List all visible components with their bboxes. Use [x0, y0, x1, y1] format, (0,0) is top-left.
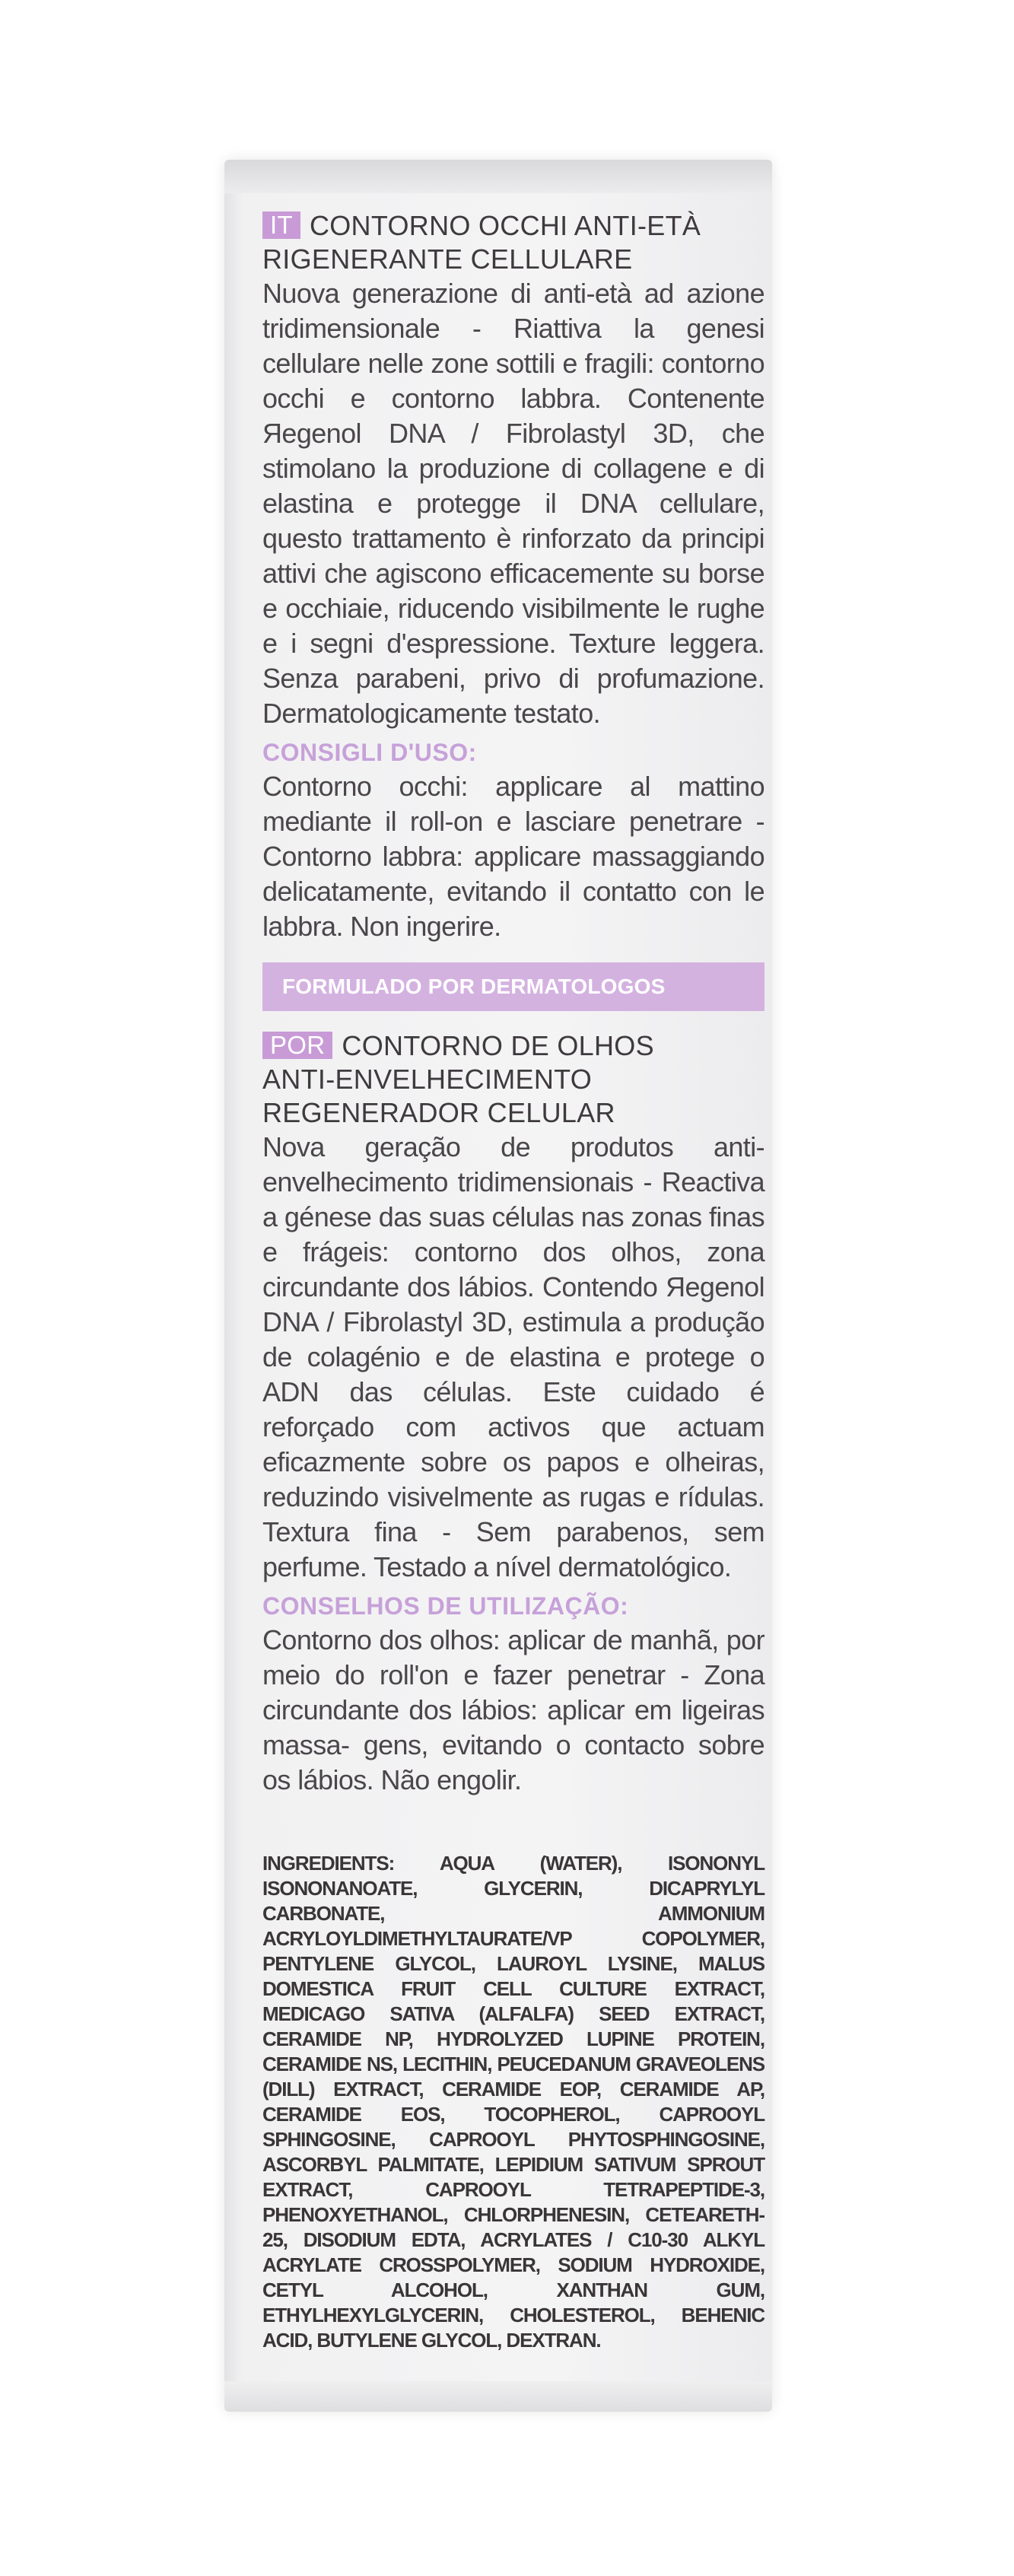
language-tag-por: POR [262, 1032, 332, 1059]
italian-title-line1: CONTORNO OCCHI ANTI-ETÀ [309, 210, 701, 241]
portuguese-section [262, 1029, 764, 1798]
italian-description: Nuova generazione di anti-età ad azione tridimensionale - Riattiva la genesi cellulare nelle zone sottili e fragili: contorno occhi e contorno labbra. Contenente Яegenol DNA / Fibrolastyl 3D, che stimolano la produzione di collagene e di elastina e protegge il DNA cellulare, questo trattamento è rinforzato da principi attivi che agiscono efficacemente su borse e occhiaie, riducendo visibilmente le rughe e i segni d'espressione. Texture leggera. Senza parabeni, privo di profumazione. Dermatologicamente testato. [262, 278, 764, 729]
language-tag-it: IT [262, 211, 300, 239]
italian-section [262, 209, 764, 944]
portuguese-title-line2: ANTI-ENVELHECIMENTO [262, 1064, 593, 1095]
portuguese-description: Nova geração de produtos anti-envelhecimento tridimensionais - Reactiva a génese das suas células nas zonas finas e frágeis: contorno dos olhos, zona circundante dos lábios. Contendo Яegenol DNA / Fibrolastyl 3D, estimula a produção de colagénio e de elastina e protege o ADN das células. Este cuidado é reforçado com activos que actuam eficazmente sobre os papos e olheiras, reduzindo visivelmente as rugas e rídulas. Textura fina - Sem parabenos, sem perfume. Testado a nível dermatológico. [262, 1131, 764, 1582]
box-label-content [262, 209, 764, 2353]
ingredients-list: INGREDIENTS: AQUA (WATER), ISONONYL ISONONANOATE, GLYCERIN, DICAPRYLYL CARBONATE, AMMONIUM ACRYLOYLDIMETHYLTAURATE/VP COPOLYMER, PENTYLENE GLYCOL, LAUROYL LYSINE, MALUS DOMESTICA FRUIT CELL CULTURE EXTRACT, MEDICAGO SATIVA (ALFALFA) SEED EXTRACT, CERAMIDE NP, HYDROLYZED LUPINE PROTEIN, CERAMIDE NS, LECITHIN, PEUCEDANUM GRAVEOLENS (DILL) EXTRACT, CERAMIDE EOP, CERAMIDE AP, CERAMIDE EOS, TOCOPHEROL, CAPROOYL SPHINGOSINE, CAPROOYL PHYTOSPHINGOSINE, ASCORBYL PALMITATE, LEPIDIUM SATIVUM SPROUT EXTRACT, CAPROOYL TETRAPEPTIDE-3, PHENOXYETHANOL, CHLORPHENESIN, CETEARETH-25, DISODIUM EDTA, ACRYLATES / C10-30 ALKYL ACRYLATE CROSSPOLYMER, SODIUM HYDROXIDE, CETYL ALCOHOL, XANTHAN GUM, ETHYLHEXYLGLYCERIN, CHOLESTEROL, BEHENIC ACID, BUTYLENE GLYCOL, DEXTRAN. [262, 1852, 764, 2352]
portuguese-usage-title: CONSELHOS DE UTILIZAÇÃO: [262, 1592, 629, 1620]
italian-usage-text: Contorno occhi: applicare al mattino mediante il roll-on e lasciare penetrare - Contorno labbra: applicare massaggiando delicatamente, evitando il contatto con le labbra. Non ingerire. [262, 771, 764, 942]
italian-usage-title: CONSIGLI D'USO: [262, 739, 477, 766]
italian-title [262, 209, 764, 276]
box-top-flap [224, 160, 772, 193]
italian-title-line2: RIGENERANTE CELLULARE [262, 243, 633, 275]
portuguese-title-line1: CONTORNO DE OLHOS [342, 1030, 654, 1061]
dermatologist-banner: FORMULADO POR DERMATOLOGOS [262, 962, 764, 1011]
portuguese-usage-text: Contorno dos olhos: aplicar de manhã, por meio do roll'on e fazer penetrar - Zona circundante dos lábios: aplicar em ligeiras massa- gens, evitando o contacto sobre os lábios. Não engolir. [262, 1624, 764, 1795]
box-bottom-edge [224, 2381, 772, 2412]
portuguese-title [262, 1029, 764, 1130]
spacer [262, 1798, 764, 1851]
portuguese-title-line3: REGENERADOR CELULAR [262, 1097, 615, 1128]
